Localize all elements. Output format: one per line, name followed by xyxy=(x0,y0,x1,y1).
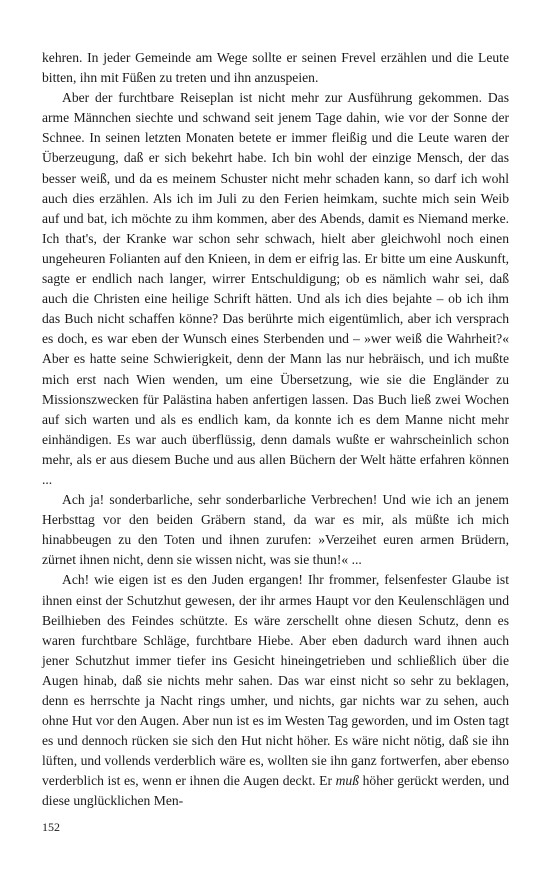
paragraph-3: Ach ja! sonderbarliche, sehr sonderbarliche Verbrechen! Und wie ich an jenem Herbsttag vor den beiden Gräbern stand, da war es mir, als müßte ich mich hinabbeugen zu den Toten und ihnen zurufen: »Verzeihet euren armen Brüdern, zürnet ihnen nicht, denn sie wissen nicht, was sie thun!« ... xyxy=(42,492,509,568)
page-number: 152 xyxy=(42,820,60,834)
paragraph-4 xyxy=(42,570,509,811)
paragraph-4-tail: höher gerückt werden, und diese unglücklichen Men- xyxy=(42,773,509,809)
paragraph-2: Aber der furchtbare Reiseplan ist nicht mehr zur Ausführung gekommen. Das arme Männchen siechte und schwand seit jenem Tage dahin, wie vor der Sonne der Schnee. In seinen letzten Monaten betete er immer fleißig und die Leute waren der Überzeugung, daß er sich bekehrt habe. Ich bin wohl der einzige Mensch, der das besser weiß, und da es meinem Schuster nicht mehr schaden kann, so darf ich wohl auch dies erzählen. Als ich im Juli zu den Ferien heimkam, suchte mich sein Weib auf und bat, ich möchte zu ihm kommen, aber des Abends, damit es Niemand merke. Ich that's, der Kranke war schon sehr schwach, hielt aber gleichwohl noch einen ungeheuren Folianten auf den Knieen, in dem er eifrig las. Er bitte um eine Auskunft, sagte er endlich nach langer, wirrer Entschuldigung; ob es nämlich wahr sei, daß auch die Christen eine heilige Schrift hätten. Und als ich dies bejahte – ob ich ihm das Buch nicht schaffen könne? Das berührte mich eigentümlich, aber ich versprach es doch, es war eben der Wunsch eines Sterbenden und – »wer weiß die Wahrheit?« Aber es hatte seine Schwierigkeit, denn der Mann las nur hebräisch, und ich mußte mich erst nach Wien wenden, um eine Übersetzung, wie sie die Engländer zu Missionszwecken für Palästina haben anfertigen lassen. Das Buch ließ zwei Wochen auf sich warten und als es endlich kam, da konnte ich es dem Manne nicht mehr einhändigen. Es war auch überflüssig, denn damals wußte er wahrscheinlich schon mehr, als er aus diesem Buche und aus allen Büchern der Welt hätte erfahren können ... xyxy=(42,90,509,487)
paragraph-1: kehren. In jeder Gemeinde am Wege sollte er seinen Frevel erzählen und die Leute bitten, ihn mit Füßen zu treten und ihn anzuspeien. xyxy=(42,50,509,86)
page-body xyxy=(42,48,509,812)
paragraph-4-text: Ach! wie eigen ist es den Juden ergangen! Ihr frommer, felsenfester Glaube ist ihnen einst der Schutzhut gewesen, der ihr armes Haupt vor den Keulenschlägen und Beilhieben des Feindes schützte. Es wäre zerschellt ohne diesen Schutz, denn es waren furchtbare Schläge, furchtbare Hiebe. Aber eben dadurch ward ihnen auch jener Schutzhut immer tiefer ins Gesicht hineingetrieben und schließlich über die Augen hinab, daß sie nichts mehr sahen. Das war einst nicht so sehr zu beklagen, denn es herrschte ja Nacht rings umher, und nichts, gar nichts war zu sehen, auch ohne Hut vor den Augen. Aber nun ist es im Westen Tag geworden, und im Osten tagt es und dennoch rücken sie sich den Hut nicht höher. Es wäre nicht nötig, daß sie ihn lüften, und vollends verderblich wäre es, wollten sie ihn ganz fortwerfen, aber ebenso verderblich ist es, wenn er ihnen die Augen deckt. Er xyxy=(42,572,509,789)
emphasis-word: muß xyxy=(335,773,360,789)
